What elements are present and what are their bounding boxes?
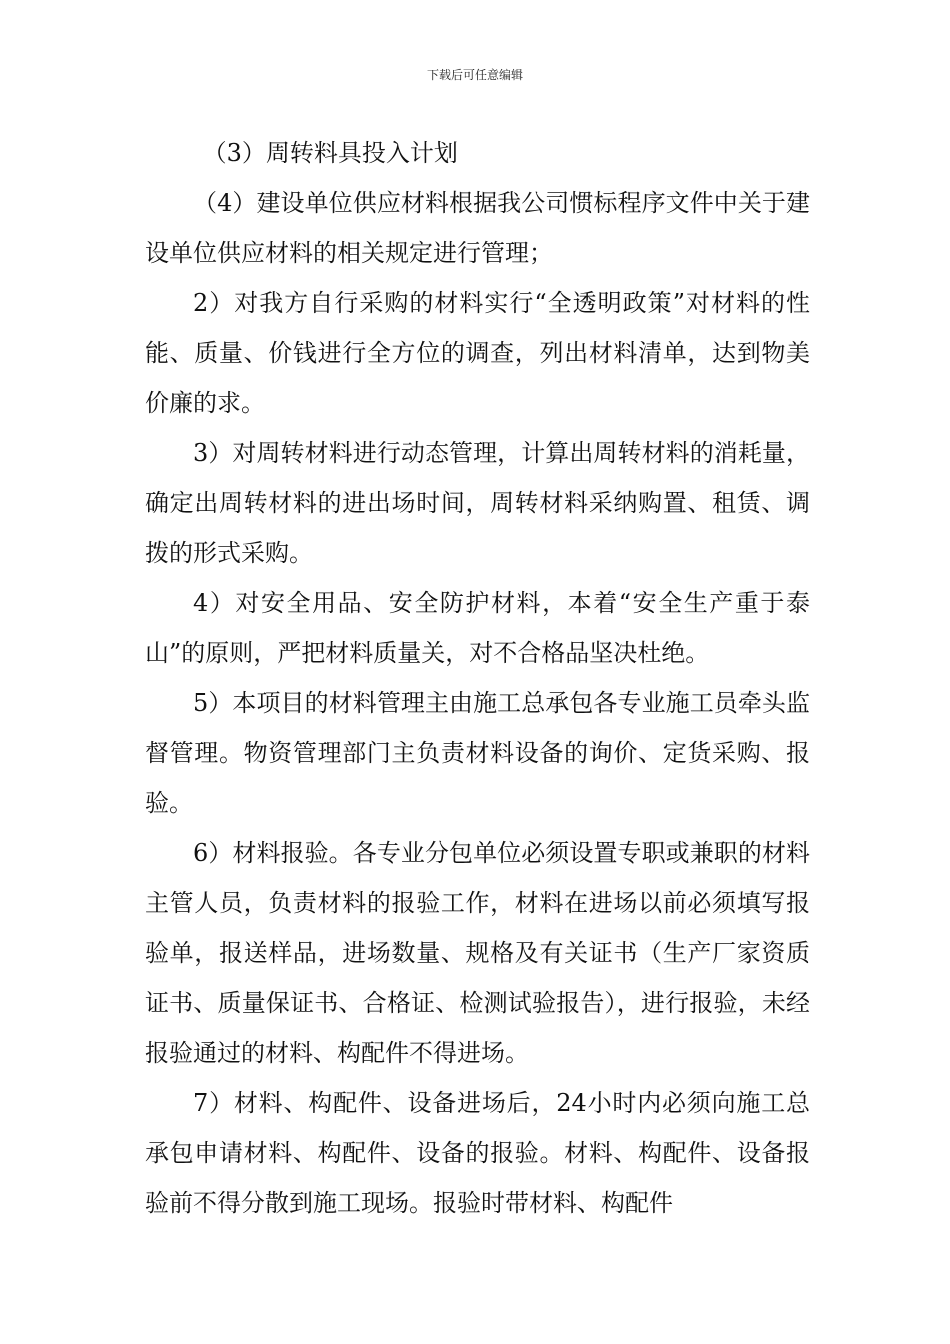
page-header: 下载后可任意编辑 [426, 68, 523, 82]
paragraph-7: 6）材料报验。各专业分包单位必须设置专职或兼职的材料主管人员，负责材料的报验工作，材料在进场以前必须填写报验单，报送样品，进场数量、规格及有关证书（生产厂家资质证书、质量保证书、合格证、检测试验报告），进行报验，未经报验通过的材料、构配件不得进场。 [145, 839, 810, 1067]
paragraph-4: 3）对周转材料进行动态管理，计算出周转材料的消耗量，确定出周转材料的进出场时间，周转材料采纳购置、租赁、调拨的形式采购。 [145, 439, 810, 567]
paragraph-5: 4）对安全用品、安全防护材料，本着“安全生产重于泰山”的原则，严把材料质量关，对不合格品坚决杜绝。 [145, 589, 810, 667]
paragraph-2: （4）建设单位供应材料根据我公司惯标程序文件中关于建设单位供应材料的相关规定进行管理； [145, 189, 810, 267]
paragraph-3: 2）对我方自行采购的材料实行“全透明政策”对材料的性能、质量、价钱进行全方位的调查，列出材料清单，达到物美价廉的求。 [145, 289, 810, 417]
paragraph-1: （3）周转料具投入计划 [202, 139, 458, 167]
paragraph-8: 7）材料、构配件、设备进场后，24小时内必须向施工总承包申请材料、构配件、设备的报验。材料、构配件、设备报验前不得分散到施工现场。报验时带材料、构配件 [145, 1089, 810, 1217]
document-body [145, 128, 810, 1228]
paragraph-6: 5）本项目的材料管理主由施工总承包各专业施工员牵头监督管理。物资管理部门主负责材料设备的询价、定货采购、报验。 [145, 689, 810, 817]
